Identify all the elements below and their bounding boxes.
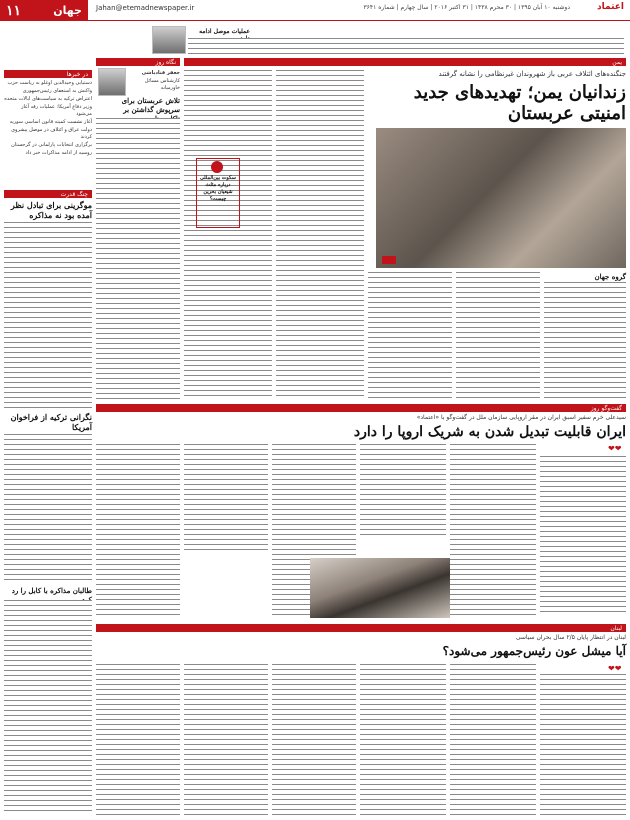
lebanon-col-3 [360, 664, 446, 816]
column-author-photo [98, 68, 126, 96]
iran-europe-kicker: سیدعلی خرم سفیر اسبق ایران در مقر اروپایی سازمان ملل در گفت‌وگو با «اعتماد» [416, 414, 626, 421]
iran-europe-col-6 [96, 444, 180, 616]
mosul-photo [152, 26, 186, 54]
iran-europe-headline: ایران قابلیت تبدیل شدن به شریک اروپا را دارد [353, 424, 626, 440]
main-story-headline [370, 82, 626, 124]
top-strip-title: عملیات موصل ادامه [199, 28, 250, 35]
sidebar-story3-headline: طالبان مذاکره با کابل را رد [11, 586, 92, 595]
lebanon-col-4 [272, 664, 356, 816]
iran-europe-photo [310, 558, 450, 618]
news-item[interactable]: واکنش به استعفای رئیس‌جمهوری [22, 88, 92, 94]
dateline: دوشنبه ۱۰ آبان ۱۳۹۵ | ۳۰ محرم ۱۴۳۸ | ۳۱ اکتبر ۲۰۱۶ | سال چهارم | شماره ۳۶۴۱ [363, 4, 570, 11]
lebanon-headline: آیا میشل عون رئیس‌جمهور می‌شود؟ [442, 644, 626, 658]
lebanon-col-5 [184, 664, 268, 816]
iran-europe-col-5 [184, 444, 268, 554]
column-author-role: کارشناس مسائل خاورمیانه [144, 78, 180, 91]
lebanon-kicker: لبنان در انتظار پایان ۲/۵ سال بحران سیاسی [515, 634, 626, 641]
news-item[interactable]: وزیر دفاع آمریکا: عملیات رقه آغاز می‌شود [21, 104, 92, 117]
iran-europe-col-lead [540, 456, 626, 616]
main-story-photo [376, 128, 626, 268]
column-tag: نگاه روز [96, 58, 180, 66]
question-icon [211, 161, 223, 173]
main-story-col-2 [276, 70, 364, 400]
news-item[interactable]: برگزاری انتخابات پارلمانی در گرجستان [11, 142, 92, 148]
sidebar-story1-tag: چنگ قدرت [4, 190, 92, 198]
section-title: جهان [53, 3, 82, 17]
news-item[interactable]: اعتراض ترکیه به سیاست‌های ایالات متحده [4, 96, 92, 102]
iran-europe-col-3 [360, 444, 446, 536]
lebanon-col-6 [96, 664, 180, 816]
main-story-col-1b [368, 272, 452, 400]
section-bar [0, 0, 88, 20]
column-headline: تلاش عربستان برای سرپوش گذاشتن بر [121, 96, 180, 114]
news-item[interactable]: آغاز نشست کمیته قانون اساسی سوریه [9, 119, 92, 125]
news-list [4, 80, 92, 190]
section-email[interactable]: Jahan@etemadnewspaper.ir [96, 4, 195, 12]
column-author: جعفر قنادباشی [141, 70, 180, 76]
top-strip-text [188, 38, 624, 54]
main-story-col-3 [184, 70, 272, 400]
main-story-byline: گروه جهان [594, 272, 626, 281]
header-rule [0, 20, 630, 21]
top-strip [4, 24, 626, 54]
newspaper-logo: اعتماد [597, 2, 624, 12]
camera-icon [382, 256, 396, 264]
sidebar-story1-text [4, 222, 92, 408]
sidebar-story1-headline: موگرینی برای تبادل نظر آمده بود نه مذاکره [10, 200, 92, 220]
question-box [196, 158, 240, 228]
heart-icon: ❤❤ [608, 444, 622, 453]
news-item[interactable]: دولت عراق و ائتلاف در موصل پیشروی کردند [11, 127, 92, 140]
page-header [0, 0, 630, 20]
news-item[interactable]: دستیابی وحیدالدین اوغلو به ریاست حزب [7, 80, 92, 86]
main-headline-line2: امنیتی عربستان [507, 103, 626, 124]
sidebar-story2-text [4, 434, 92, 582]
sidebar-story2-headline: نگرانی ترکیه از فراخوان آمریکا [10, 412, 92, 432]
main-headline-line1: زندانیان یمن؛ تهدیدهای جدید [413, 82, 626, 103]
lebanon-tag: لبنان [96, 624, 626, 632]
main-story-col-1a [456, 272, 540, 400]
iran-europe-col-2 [450, 444, 536, 616]
page-number: ۱۱ [6, 1, 22, 18]
column-text [96, 118, 180, 400]
news-tag: در خبرها [4, 70, 92, 78]
main-story-kicker: جنگنده‌های ائتلاف عربی باز شهروندان غیرنظامی را نشانه گرفتند [438, 70, 626, 78]
news-item[interactable]: روسیه از ادامه مذاکرات خبر داد [25, 150, 92, 156]
lebanon-col-2 [450, 664, 536, 816]
main-story-lead [544, 282, 626, 400]
sidebar-story3-text [4, 600, 92, 814]
question-title: سکوت بین‌المللی درباره مثلث شیعیان بحرین چیست؟ [200, 175, 236, 202]
main-story-tag: یمن [184, 58, 626, 66]
heart-icon: ❤❤ [608, 664, 622, 673]
lebanon-col-lead [540, 674, 626, 816]
iran-europe-tag: گفت‌وگو روز [96, 404, 626, 412]
